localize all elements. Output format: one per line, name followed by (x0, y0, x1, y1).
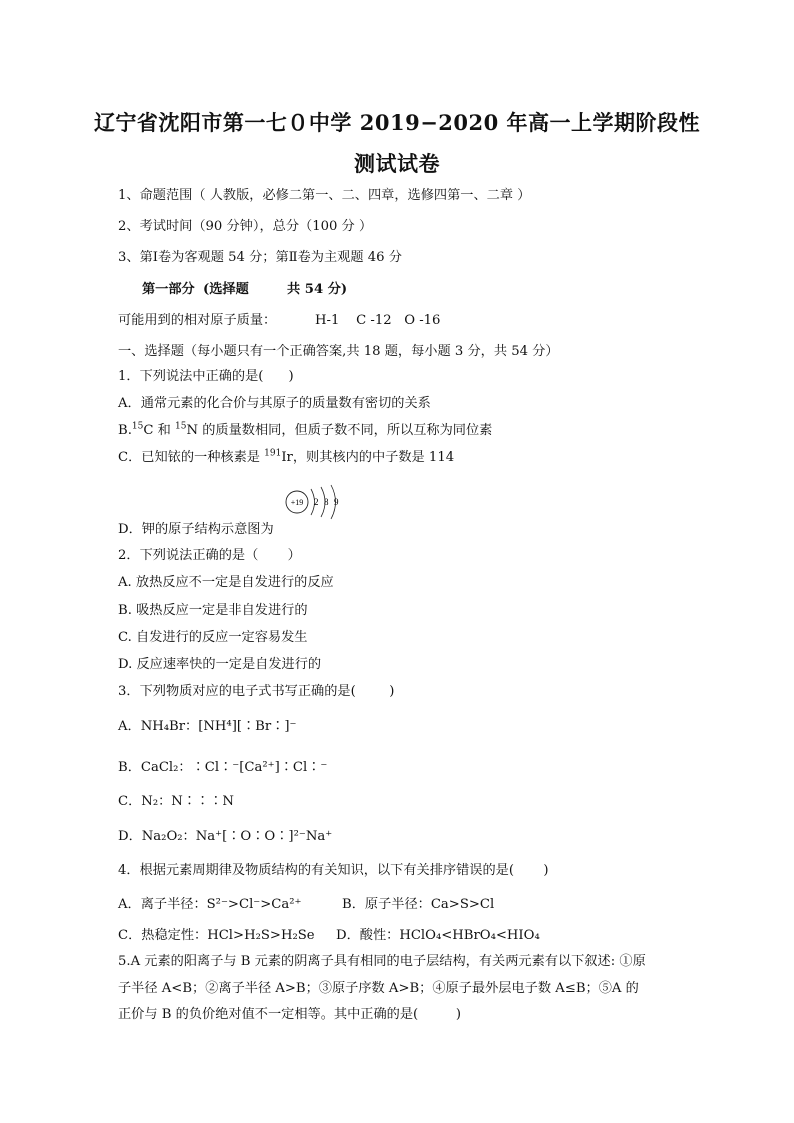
doc-title-line2: 测试试卷 (354, 151, 440, 176)
q4-option-b: B．原子半径：Ca>S>Cl (342, 897, 495, 912)
q5-line-2: 子半径 A<B；②离子半径 A>B；③原子序数 A>B；④原子最外层电子数 A≤B；⑤A 的 (118, 981, 639, 996)
q3-stem: 3．下列物质对应的电子式书写正确的是( ) (118, 684, 395, 699)
q3-option-c: C．N₂：N∶∶∶N (118, 794, 234, 809)
note-3: 3、第Ⅰ卷为客观题 54 分；第Ⅱ卷为主观题 46 分 (118, 250, 402, 265)
q1-option-a: A．通常元素的化合价与其原子的质量数有密切的关系 (118, 396, 431, 411)
q1-b-mass-c: 15 (131, 421, 144, 432)
q1-c-prefix: C．已知铱的一种核素是 (118, 450, 265, 465)
q1-option-d: D．钾的原子结构示意图为 (118, 522, 274, 537)
q5-line-3: 正价与 B 的负价绝对值不一定相等。其中正确的是( ) (118, 1007, 462, 1022)
shell-count-2: 8 (324, 497, 329, 507)
potassium-atom-diagram (283, 483, 345, 523)
q2-stem: 2．下列说法正确的是（ ） (118, 548, 301, 563)
part1-label: 第一部分 (142, 282, 195, 297)
note-2: 2、考试时间（90 分钟），总分（100 分 ） (118, 219, 373, 234)
shell-count-3: 9 (334, 497, 339, 507)
part1-score: 共 54 分) (287, 282, 348, 297)
doc-title-line1: 辽宁省沈阳市第一七０中学 2019−2020 年高一上学期阶段性 (93, 110, 701, 135)
nucleus-charge: +19 (290, 498, 304, 507)
q3-option-b: B．CaCl₂：∶Cl∶⁻[Ca²⁺]∶Cl∶⁻ (118, 760, 328, 775)
q1-b-prefix: B. (118, 423, 132, 438)
q1-b-mid1: C 和 (143, 423, 176, 438)
q2-option-d: D. 反应速率快的一定是自发进行的 (118, 657, 322, 672)
q1-c-post: Ir，则其核内的中子数是 114 (281, 450, 455, 465)
q2-option-a: A. 放热反应不一定是自发进行的反应 (118, 575, 334, 590)
q2-option-c: C. 自发进行的反应一定容易发生 (118, 630, 308, 645)
q1-b-mid2: N 的质量数相同，但质子数不同，所以互称为同位素 (186, 423, 493, 438)
q1-stem: 1．下列说法中正确的是( ) (118, 369, 294, 384)
section-heading: 一、选择题（每小题只有一个正确答案,共 18 题，每小题 3 分，共 54 分） (118, 344, 559, 359)
q1-option-c (118, 449, 454, 467)
q1-b-mass-n: 15 (175, 421, 187, 432)
q4-stem: 4．根据元素周期律及物质结构的有关知识，以下有关排序错误的是( ) (118, 863, 549, 878)
note-1: 1、命题范围（ 人教版，必修二第一、二、四章，选修四第一、二章 ） (118, 188, 531, 203)
q1-option-b (118, 422, 492, 440)
q3-option-d: D．Na₂O₂：Na⁺[∶O∶O∶]²⁻Na⁺ (118, 829, 333, 844)
q3-option-a: A．NH₄Br：[NH⁴][∶Br∶]⁻ (118, 719, 297, 734)
atomic-mass-values: H-1 C -12 O -16 (315, 313, 441, 328)
shell-count-1: 2 (314, 497, 319, 507)
atomic-mass-label: 可能用到的相对原子质量： (118, 313, 277, 328)
q5-line-1: 5.A 元素的阳离子与 B 元素的阴离子具有相同的电子层结构，有关两元素有以下叙述: ①原 (118, 954, 646, 969)
part1-type: (选择题 (203, 282, 249, 297)
q2-option-b: B. 吸热反应一定是非自发进行的 (118, 603, 308, 618)
q4-option-d: D．酸性：HClO₄<HBrO₄<HIO₄ (336, 928, 540, 943)
q4-option-c: C．热稳定性：HCl>H₂S>H₂Se (118, 928, 315, 943)
q1-c-mass: 191 (264, 448, 282, 459)
q4-option-a: A．离子半径：S²⁻>Cl⁻>Ca²⁺ (118, 897, 302, 912)
